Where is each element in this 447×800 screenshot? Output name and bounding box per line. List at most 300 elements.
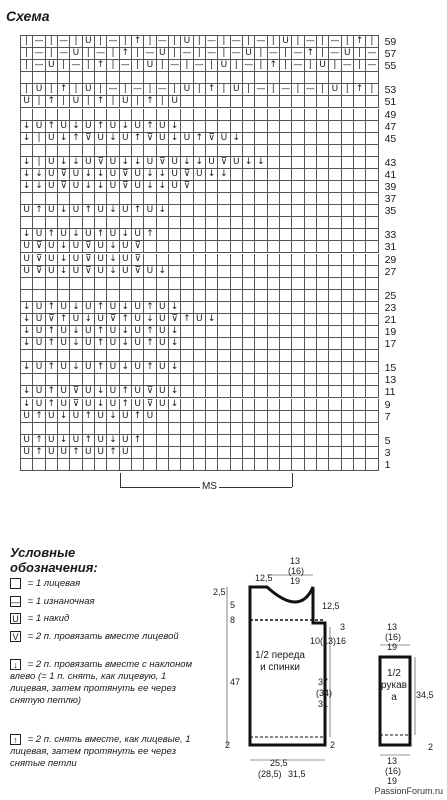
chart-cell: ↑ <box>83 411 95 423</box>
chart-cell <box>218 121 230 133</box>
row-number: 45 <box>384 132 397 145</box>
chart-cell <box>255 241 267 253</box>
chart-cell: ↓ <box>21 157 33 169</box>
chart-cell <box>280 157 292 169</box>
chart-cell: U <box>33 84 45 96</box>
chart-cell: U <box>33 326 45 338</box>
chart-cell <box>329 169 341 181</box>
chart-cell <box>181 72 193 84</box>
chart-cell <box>194 399 206 411</box>
chart-cell <box>255 266 267 278</box>
chart-cell <box>342 193 354 205</box>
chart-cell: U <box>206 157 218 169</box>
chart-cell: | <box>194 84 206 96</box>
chart-cell <box>157 241 169 253</box>
chart-cell <box>280 109 292 121</box>
chart-cell <box>292 314 304 326</box>
chart-cell: ↓ <box>120 229 132 241</box>
chart-cell <box>292 169 304 181</box>
legend-text: = 1 накид <box>25 613 70 625</box>
chart-cell <box>305 386 317 398</box>
chart-cell: ↑ <box>132 133 144 145</box>
chart-cell: U <box>107 386 119 398</box>
chart-cell <box>354 278 366 290</box>
chart-cell <box>317 435 329 447</box>
chart-cell <box>280 133 292 145</box>
dim-top-width: 12,5 <box>255 573 273 583</box>
chart-cell <box>132 145 144 157</box>
chart-cell: ⊽ <box>58 169 70 181</box>
chart-cell: U <box>157 326 169 338</box>
chart-cell: ↓ <box>169 326 181 338</box>
chart-cell <box>83 193 95 205</box>
chart-cell <box>243 205 255 217</box>
chart-cell <box>120 290 132 302</box>
chart-cell <box>21 350 33 362</box>
chart-cell <box>305 133 317 145</box>
chart-cell <box>354 145 366 157</box>
chart-cell <box>169 374 181 386</box>
chart-cell: | <box>243 84 255 96</box>
chart-cell: U <box>70 435 82 447</box>
chart-cell: | <box>95 36 107 48</box>
chart-cell <box>218 109 230 121</box>
chart-cell <box>144 374 156 386</box>
ms-label: MS <box>201 481 217 492</box>
chart-cell: ↓ <box>169 121 181 133</box>
chart-cell: U <box>21 447 33 459</box>
chart-cell <box>366 362 378 374</box>
chart-cell: | <box>169 36 181 48</box>
chart-cell: | <box>194 36 206 48</box>
chart-cell <box>317 109 329 121</box>
chart-cell <box>329 193 341 205</box>
chart-cell <box>268 362 280 374</box>
chart-cell: ↓ <box>21 181 33 193</box>
chart-cell <box>243 447 255 459</box>
chart-cell <box>107 72 119 84</box>
chart-cell: U <box>21 435 33 447</box>
chart-cell: ↓ <box>120 326 132 338</box>
chart-cell: ↓ <box>21 133 33 145</box>
sleeve-bottom-2: 2 <box>428 742 434 752</box>
chart-cell: ↓ <box>243 157 255 169</box>
chart-cell <box>21 217 33 229</box>
chart-cell: U <box>33 121 45 133</box>
chart-cell <box>292 133 304 145</box>
chart-cell <box>194 290 206 302</box>
dim-neck-19: 19 <box>290 576 301 586</box>
chart-cell: U <box>83 326 95 338</box>
chart-cell <box>280 229 292 241</box>
chart-cell: U <box>21 411 33 423</box>
chart-cell: U <box>107 181 119 193</box>
chart-cell <box>218 278 230 290</box>
chart-cell <box>268 338 280 350</box>
chart-grid <box>20 35 397 492</box>
chart-cell <box>181 266 193 278</box>
chart-cell: ⊽ <box>95 157 107 169</box>
chart-cell <box>292 229 304 241</box>
chart-cell: ↓ <box>70 326 82 338</box>
chart-cell: ↓ <box>58 266 70 278</box>
chart-cell: — <box>107 84 119 96</box>
chart-cell: | <box>33 133 45 145</box>
chart-cell <box>46 109 58 121</box>
dim-neck-3: 3 <box>340 622 346 632</box>
row-number: 13 <box>384 374 397 387</box>
chart-cell <box>317 459 329 471</box>
chart-cell <box>169 350 181 362</box>
chart-cell <box>317 386 329 398</box>
chart-cell <box>194 326 206 338</box>
chart-cell: ↓ <box>120 157 132 169</box>
chart-cell: | <box>181 60 193 72</box>
chart-cell <box>366 133 378 145</box>
chart-cell: U <box>58 326 70 338</box>
chart-cell <box>169 109 181 121</box>
chart-cell <box>33 278 45 290</box>
chart-cell: | <box>194 48 206 60</box>
chart-cell <box>305 399 317 411</box>
chart-cell: ⊽ <box>83 241 95 253</box>
chart-cell: ⊽ <box>83 133 95 145</box>
chart-cell: ↑ <box>46 96 58 108</box>
chart-cell <box>305 362 317 374</box>
chart-cell <box>317 423 329 435</box>
chart-cell: ↓ <box>58 205 70 217</box>
chart-cell: | <box>329 60 341 72</box>
chart-cell <box>268 145 280 157</box>
chart-cell <box>268 374 280 386</box>
chart-cell: ⊽ <box>132 241 144 253</box>
chart-cell: ⊽ <box>83 254 95 266</box>
chart-cell <box>95 193 107 205</box>
chart-cell: ⊽ <box>144 386 156 398</box>
chart-cell <box>169 278 181 290</box>
chart-cell: U <box>169 169 181 181</box>
chart-cell: | <box>243 36 255 48</box>
chart-cell <box>280 169 292 181</box>
chart-cell <box>231 447 243 459</box>
chart-cell <box>243 254 255 266</box>
chart-cell: U <box>157 302 169 314</box>
chart-cell <box>255 169 267 181</box>
chart-cell <box>83 350 95 362</box>
chart-cell: ↓ <box>58 157 70 169</box>
chart-cell: U <box>95 266 107 278</box>
row-number: 29 <box>384 253 397 266</box>
chart-cell <box>255 447 267 459</box>
chart-cell <box>206 399 218 411</box>
chart-cell <box>194 302 206 314</box>
chart-cell <box>268 447 280 459</box>
chart-cell: ↑ <box>46 229 58 241</box>
chart-cell: U <box>95 435 107 447</box>
chart-cell <box>292 278 304 290</box>
sleeve-bottom-13: 13 <box>387 756 398 766</box>
body-label: 1/2 переда и спинки <box>255 650 305 673</box>
chart-cell: U <box>83 399 95 411</box>
chart-cell <box>255 205 267 217</box>
dim-neck-16: (16) <box>288 566 305 576</box>
chart-cell <box>329 314 341 326</box>
chart-cell: ↓ <box>169 133 181 145</box>
chart-cell <box>255 121 267 133</box>
chart-cell <box>58 350 70 362</box>
chart-cell: | <box>317 48 329 60</box>
chart-cell: ↓ <box>95 169 107 181</box>
chart-cell <box>218 302 230 314</box>
chart-cell <box>292 411 304 423</box>
chart-cell: | <box>83 96 95 108</box>
row-number: 41 <box>384 168 397 181</box>
chart-cell: U <box>83 121 95 133</box>
chart-cell: | <box>218 48 230 60</box>
chart-cell: ↑ <box>83 435 95 447</box>
chart-cell: ↓ <box>107 435 119 447</box>
chart-cell <box>218 459 230 471</box>
chart-cell <box>70 423 82 435</box>
chart-cell: ↓ <box>169 302 181 314</box>
chart-cell: | <box>83 60 95 72</box>
chart-cell <box>243 374 255 386</box>
chart-cell <box>120 350 132 362</box>
chart-cell <box>206 386 218 398</box>
chart-cell <box>58 423 70 435</box>
chart-cell <box>218 374 230 386</box>
chart-cell <box>231 338 243 350</box>
chart-cell <box>120 109 132 121</box>
chart-cell <box>95 290 107 302</box>
chart-cell: U <box>70 169 82 181</box>
chart-cell <box>292 193 304 205</box>
chart-cell <box>255 109 267 121</box>
chart-cell <box>206 145 218 157</box>
chart-cell <box>243 411 255 423</box>
chart-cell <box>231 109 243 121</box>
chart-cell <box>305 157 317 169</box>
chart-cell <box>83 290 95 302</box>
row-number: 5 <box>384 434 391 447</box>
chart-cell <box>181 109 193 121</box>
chart-cell: — <box>280 84 292 96</box>
chart-cell: U <box>132 338 144 350</box>
chart-cell <box>231 423 243 435</box>
chart-cell <box>268 386 280 398</box>
chart-cell: ⊽ <box>107 314 119 326</box>
chart-cell: ⊽ <box>70 399 82 411</box>
chart-cell <box>157 374 169 386</box>
chart-cell <box>268 411 280 423</box>
chart-cell: ↓ <box>70 157 82 169</box>
chart-cell <box>107 217 119 229</box>
chart-cell <box>218 338 230 350</box>
chart-cell <box>144 435 156 447</box>
chart-cell <box>354 109 366 121</box>
ms-bracket-right <box>292 473 293 487</box>
chart-cell: ↓ <box>255 157 267 169</box>
chart-cell <box>317 290 329 302</box>
chart-cell: | <box>46 36 58 48</box>
chart-cell <box>132 350 144 362</box>
chart-cell <box>144 72 156 84</box>
chart-cell: U <box>83 362 95 374</box>
chart-cell <box>329 181 341 193</box>
chart-cell <box>305 241 317 253</box>
chart-cell: — <box>181 48 193 60</box>
legend-title: Условные обозначения: <box>10 545 98 575</box>
chart-cell <box>181 254 193 266</box>
chart-cell <box>354 169 366 181</box>
chart-cell: U <box>342 48 354 60</box>
chart-cell <box>243 386 255 398</box>
chart-cell <box>181 145 193 157</box>
chart-cell: ⊽ <box>58 181 70 193</box>
chart-cell <box>46 459 58 471</box>
chart-cell <box>342 157 354 169</box>
row-number: 39 <box>384 181 397 193</box>
chart-cell: U <box>83 338 95 350</box>
chart-cell: | <box>169 48 181 60</box>
legend-item <box>10 613 200 625</box>
chart-cell <box>194 362 206 374</box>
chart-cell: ↓ <box>21 386 33 398</box>
chart-cell: U <box>132 181 144 193</box>
chart-cell: | <box>169 84 181 96</box>
chart-cell: ↓ <box>169 399 181 411</box>
chart-cell: — <box>144 48 156 60</box>
dim-bottom-left-2: 2 <box>225 740 231 750</box>
sleeve-height: 34,5 <box>416 690 434 700</box>
chart-cell <box>255 254 267 266</box>
chart-cell <box>157 447 169 459</box>
chart-cell <box>181 350 193 362</box>
chart-cell <box>107 350 119 362</box>
chart-cell: ↓ <box>144 181 156 193</box>
chart-cell <box>280 290 292 302</box>
chart-cell <box>243 459 255 471</box>
chart-cell <box>206 193 218 205</box>
chart-cell: — <box>120 60 132 72</box>
chart-cell <box>329 266 341 278</box>
chart-cell <box>354 314 366 326</box>
chart-cell: | <box>366 36 378 48</box>
chart-cell <box>280 362 292 374</box>
chart-cell: ↓ <box>33 181 45 193</box>
chart-cell <box>305 302 317 314</box>
chart-cell <box>132 290 144 302</box>
chart-cell <box>206 290 218 302</box>
chart-cell <box>231 181 243 193</box>
chart-cell <box>329 411 341 423</box>
chart-cell <box>366 399 378 411</box>
chart-cell <box>231 145 243 157</box>
chart-cell <box>366 302 378 314</box>
chart-cell: U <box>132 326 144 338</box>
chart-cell: ↑ <box>95 362 107 374</box>
chart-cell <box>354 254 366 266</box>
chart-cell <box>329 302 341 314</box>
chart-cell: U <box>132 314 144 326</box>
chart-cell: — <box>157 84 169 96</box>
chart-cell <box>342 169 354 181</box>
chart-cell: ↓ <box>206 169 218 181</box>
chart-cell <box>366 181 378 193</box>
chart-cell: U <box>58 362 70 374</box>
chart-cell: | <box>292 36 304 48</box>
chart-cell: U <box>132 362 144 374</box>
chart-cell <box>231 314 243 326</box>
row-number: 37 <box>384 193 397 206</box>
chart-cell <box>231 362 243 374</box>
chart-cell <box>329 326 341 338</box>
chart-cell <box>280 121 292 133</box>
chart-cell <box>305 109 317 121</box>
chart-cell <box>169 254 181 266</box>
chart-cell: ↑ <box>33 205 45 217</box>
chart-cell: ↓ <box>70 229 82 241</box>
chart-cell <box>95 145 107 157</box>
chart-cell <box>243 229 255 241</box>
chart-cell <box>181 217 193 229</box>
chart-cell: | <box>218 84 230 96</box>
chart-cell <box>33 145 45 157</box>
chart-cell <box>206 278 218 290</box>
chart-cell <box>305 350 317 362</box>
chart-cell: | <box>46 48 58 60</box>
dim-body-31: 31 <box>318 699 329 709</box>
chart-cell: ↑ <box>95 229 107 241</box>
chart-cell <box>194 254 206 266</box>
chart-cell: U <box>107 169 119 181</box>
chart-cell <box>70 193 82 205</box>
chart-cell: U <box>46 60 58 72</box>
chart-cell <box>194 145 206 157</box>
chart-cell: ↓ <box>83 181 95 193</box>
sleeve-top-19: 19 <box>387 642 398 652</box>
chart-cell: U <box>107 338 119 350</box>
chart-cell: | <box>218 36 230 48</box>
chart-cell <box>354 302 366 314</box>
chart-cell: U <box>144 411 156 423</box>
chart-cell: U <box>231 157 243 169</box>
chart-cell: U <box>120 133 132 145</box>
chart-cell <box>231 205 243 217</box>
chart-cell: ⊽ <box>33 266 45 278</box>
chart-cell <box>317 326 329 338</box>
chart-cell <box>194 121 206 133</box>
chart-cell <box>169 217 181 229</box>
chart-cell <box>354 133 366 145</box>
chart-cell <box>280 399 292 411</box>
chart-cell: | <box>21 48 33 60</box>
chart-cell: U <box>132 229 144 241</box>
chart-cell: U <box>58 229 70 241</box>
chart-cell <box>83 374 95 386</box>
chart-cell <box>366 278 378 290</box>
chart-cell <box>33 290 45 302</box>
chart-cell <box>218 326 230 338</box>
chart-cell: ↑ <box>107 447 119 459</box>
chart-cell: U <box>107 362 119 374</box>
chart-cell <box>342 121 354 133</box>
chart-cell <box>354 399 366 411</box>
chart-cell <box>144 109 156 121</box>
chart-cell <box>342 302 354 314</box>
chart-cell <box>255 435 267 447</box>
chart-cell <box>70 72 82 84</box>
